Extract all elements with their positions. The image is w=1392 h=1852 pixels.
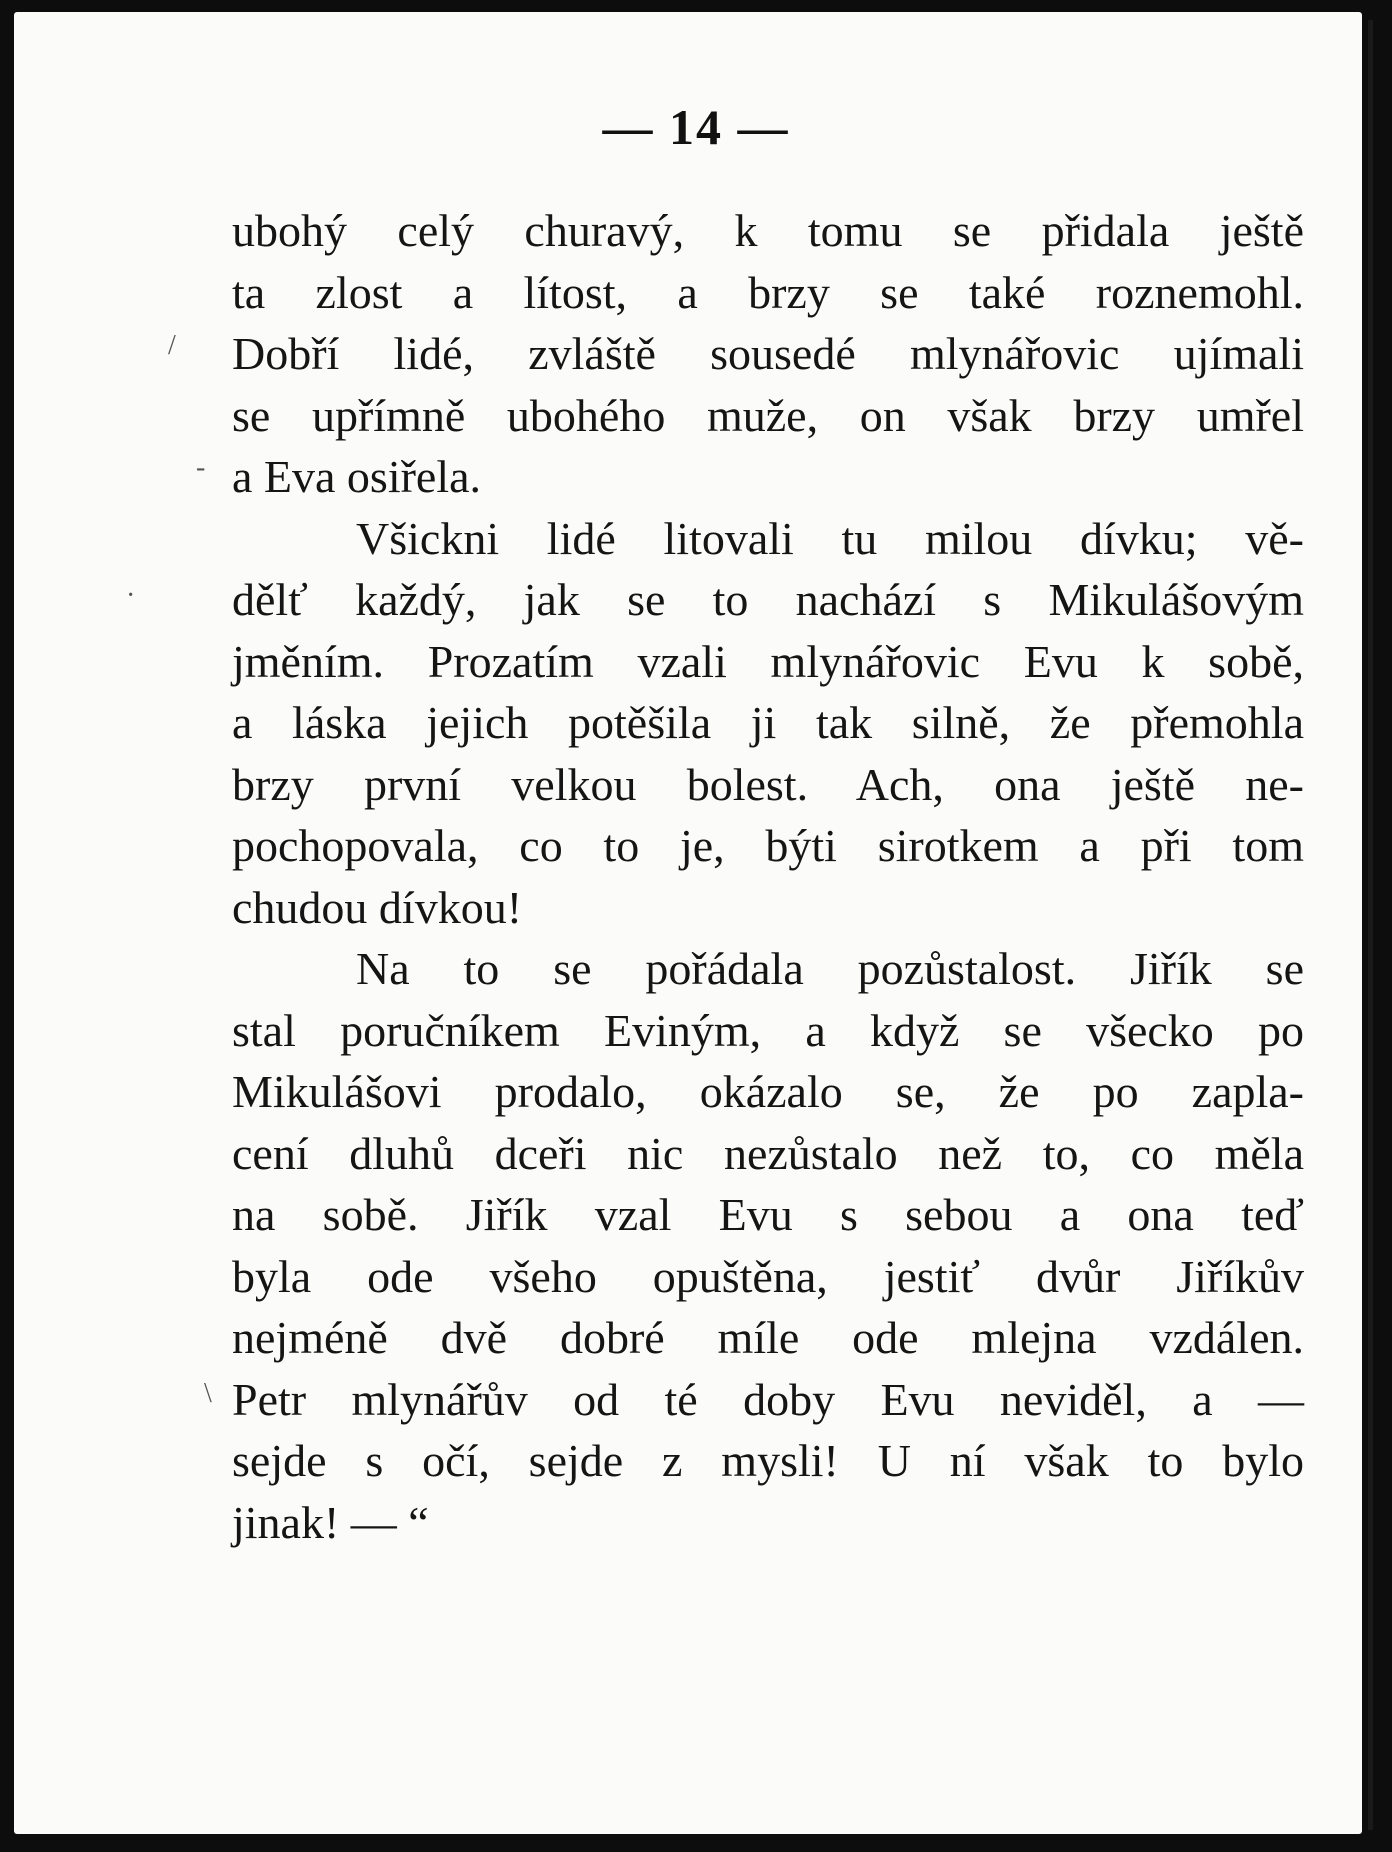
text-line: pochopovala, co to je, býti sirotkem a při tom	[232, 820, 1304, 871]
text-line: cení dluhů dceři nic nezůstalo než to, co měla	[232, 1127, 1304, 1179]
text-line: se upřímně ubohého muže, on však brzy umřel	[232, 389, 1304, 441]
body-text	[232, 200, 1304, 1553]
text-line: sejde s očí, sejde z mysli! U ní však to bylo	[232, 1435, 1304, 1486]
paragraph-first-line: Na to se pořádala pozůstalost. Jiřík se	[356, 943, 1304, 994]
text-line: brzy první velkou bolest. Ach, ona ještě ne-	[232, 758, 1304, 810]
text-line: a Eva osiřela.	[232, 451, 482, 502]
text-line: ta zlost a lítost, a brzy se také roznemohl.	[232, 266, 1304, 318]
text-line: jinak! — “	[232, 1496, 429, 1548]
text-line: na sobě. Jiřík vzal Evu s sebou a ona teď	[232, 1189, 1304, 1240]
page-edge-rule	[1368, 20, 1373, 1830]
text-line: ubohý celý churavý, k tomu se přidala ještě	[232, 205, 1304, 256]
text-line: a láska jejich potěšila ji tak silně, že přemohla	[232, 697, 1304, 748]
text-line: nejméně dvě dobré míle ode mlejna vzdálen.	[232, 1312, 1304, 1363]
text-line: Dobří lidé, zvláště sousedé mlynářovic ujímali	[232, 328, 1304, 379]
margin-mark: \	[204, 1378, 212, 1409]
margin-mark: ·	[126, 580, 136, 611]
text-line: stal poručníkem Eviným, a když se všecko po	[232, 1004, 1304, 1056]
text-line: Mikulášovi prodalo, okázalo se, že po zapla-	[232, 1066, 1304, 1117]
margin-mark: /	[168, 330, 176, 361]
text-line: jměním. Prozatím vzali mlynářovic Evu k sobě,	[232, 635, 1304, 687]
paragraph-first-line: Všickni lidé litovali tu milou dívku; vě-	[356, 512, 1304, 564]
margin-mark: -	[196, 452, 206, 483]
text-line: Petr mlynářův od té doby Evu neviděl, a —	[232, 1373, 1304, 1425]
text-line: chudou dívkou!	[232, 881, 523, 933]
page-number: — 14 —	[602, 99, 790, 155]
text-line: byla ode všeho opuštěna, jestiť dvůr Jiříkův	[232, 1250, 1304, 1302]
text-line: dělť každý, jak se to nachází s Mikulášovým	[232, 574, 1304, 625]
